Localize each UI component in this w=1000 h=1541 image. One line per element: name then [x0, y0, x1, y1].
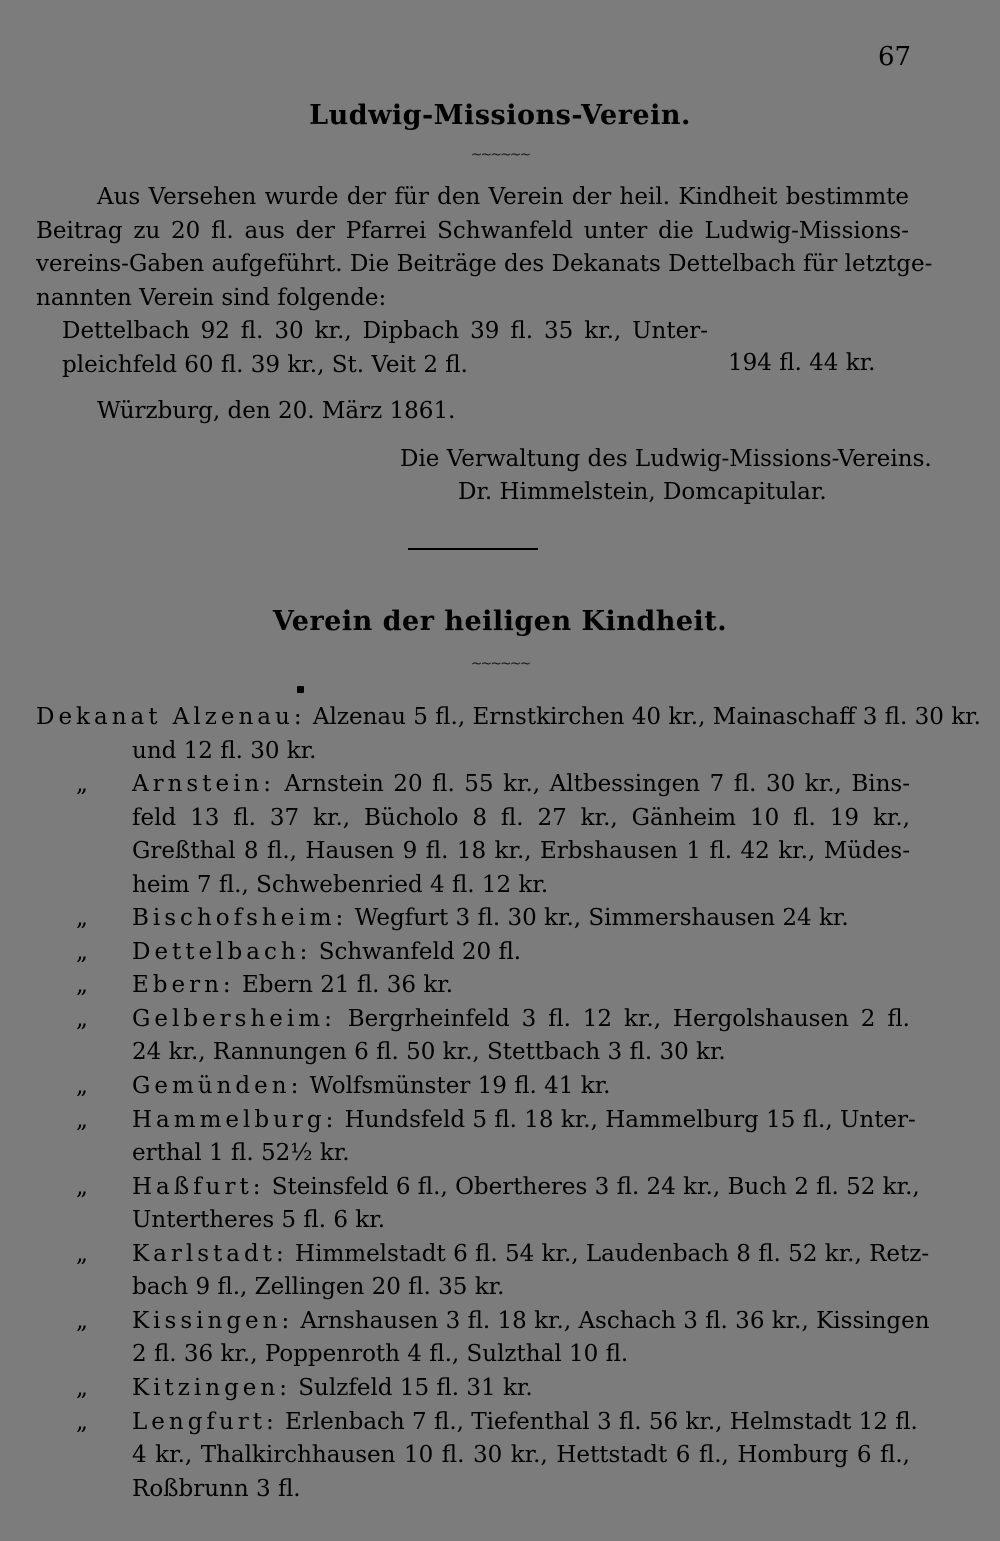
- signature-line: Die Verwaltung des Ludwig-Missions-Vereins.: [400, 446, 932, 472]
- dekanat-name: Kitzingen:: [132, 1375, 291, 1401]
- dekanat-name: Kissingen:: [132, 1308, 294, 1334]
- entry-line: und 12 fl. 30 kr.: [132, 738, 317, 764]
- ditto-mark: „: [76, 1409, 88, 1435]
- entry-first-line: [132, 939, 521, 965]
- dekanat-name: Dekanat Alzenau:: [36, 704, 306, 730]
- entry-text: Schwanfeld 20 fl.: [318, 939, 522, 965]
- entry-first-line: [132, 1241, 930, 1267]
- entry-text: Alzenau 5 fl., Ernstkirchen 40 kr., Mainaschaff 3 fl. 30 kr.: [312, 704, 981, 730]
- paragraph-line: nannten Verein sind folgende:: [36, 285, 387, 311]
- dekanat-name: Karlstadt:: [132, 1241, 288, 1267]
- dekanat-name: Gelbersheim:: [132, 1006, 336, 1032]
- ditto-mark: „: [76, 905, 88, 931]
- paragraph-line: pleichfeld 60 fl. 39 kr., St. Veit 2 fl.: [62, 352, 468, 378]
- ink-dot: [297, 686, 304, 693]
- entry-line: Roßbrunn 3 fl.: [132, 1476, 301, 1502]
- entry-first-line: [132, 771, 910, 797]
- entry-text: Arnstein 20 fl. 55 kr., Altbessingen 7 fl. 30 kr., Bins-: [284, 771, 910, 797]
- entry-first-line: [132, 1308, 930, 1334]
- ditto-mark: „: [76, 1107, 88, 1133]
- ditto-mark: „: [76, 1308, 88, 1334]
- entry-first-line: [132, 1107, 916, 1133]
- entry-line: Untertheres 5 fl. 6 kr.: [132, 1207, 385, 1233]
- entry-text: Wegfurt 3 fl. 30 kr., Simmershausen 24 kr.: [354, 905, 849, 931]
- ditto-mark: „: [76, 972, 88, 998]
- dekanat-name: Ebern:: [132, 972, 235, 998]
- ditto-mark: „: [76, 939, 88, 965]
- signature-name: Dr. Himmelstein, Domcapitular.: [458, 479, 827, 505]
- dekanat-name: Dettelbach:: [132, 939, 312, 965]
- paragraph-line: Beitrag zu 20 fl. aus der Pfarrei Schwanfeld unter die Ludwig-Missions-: [36, 218, 909, 244]
- entry-text: Ebern 21 fl. 36 kr.: [242, 972, 454, 998]
- entry-line: feld 13 fl. 37 kr., Bücholo 8 fl. 27 kr., Gänheim 10 fl. 19 kr.,: [132, 805, 910, 831]
- paragraph-line: Aus Versehen wurde der für den Verein der heil. Kindheit bestimmte: [97, 184, 909, 210]
- paragraph-line: Dettelbach 92 fl. 30 kr., Dipbach 39 fl. 35 kr., Unter-: [62, 318, 708, 344]
- ditto-mark: „: [76, 1241, 88, 1267]
- total-amount: 194 fl. 44 kr.: [728, 350, 876, 376]
- entry-first-line: [132, 1006, 910, 1032]
- section-title-verein-der-heiligen-kindheit: Verein der heiligen Kindheit.: [272, 606, 728, 637]
- title-ornament: ~~~~~~: [470, 147, 530, 163]
- ditto-mark: „: [76, 1006, 88, 1032]
- dekanat-name: Hammelburg:: [132, 1107, 338, 1133]
- entry-text: Arnshausen 3 fl. 18 kr., Aschach 3 fl. 36 kr., Kissingen: [300, 1308, 930, 1334]
- paragraph-line: vereins-Gaben aufgeführt. Die Beiträge des Dekanats Dettelbach für letztge-: [36, 251, 933, 277]
- entry-first-line: [132, 1174, 920, 1200]
- entry-first-line: [132, 972, 453, 998]
- entry-text: Bergrheinfeld 3 fl. 12 kr., Hergolshausen 2 fl.: [347, 1006, 910, 1032]
- title-ornament: ~~~~~~: [470, 656, 530, 672]
- dekanat-name: Arnstein:: [132, 771, 275, 797]
- entry-first-line: [132, 1073, 610, 1099]
- dekanat-name: Gemünden:: [132, 1073, 303, 1099]
- entry-line: 24 kr., Rannungen 6 fl. 50 kr., Stettbach 3 fl. 30 kr.: [132, 1039, 726, 1065]
- ditto-mark: „: [76, 1073, 88, 1099]
- entry-text: Hundsfeld 5 fl. 18 kr., Hammelburg 15 fl., Unter-: [344, 1107, 916, 1133]
- ditto-mark: „: [76, 771, 88, 797]
- entry-line: heim 7 fl., Schwebenried 4 fl. 12 kr.: [132, 872, 549, 898]
- entry-line: erthal 1 fl. 52½ kr.: [132, 1140, 350, 1166]
- dekanat-name: Haßfurt:: [132, 1174, 265, 1200]
- entry-text: Himmelstadt 6 fl. 54 kr., Laudenbach 8 fl. 52 kr., Retz-: [295, 1241, 930, 1267]
- entry-first-line: [132, 905, 849, 931]
- section-title-ludwig-missions-verein: Ludwig-Missions-Verein.: [309, 100, 691, 131]
- entry-first-line: [36, 704, 981, 730]
- section-divider: [408, 548, 538, 550]
- ditto-mark: „: [76, 1174, 88, 1200]
- entry-first-line: [132, 1375, 533, 1401]
- dekanat-name: Lengfurt:: [132, 1409, 278, 1435]
- dekanat-name: Bischofsheim:: [132, 905, 348, 931]
- entry-line: 4 kr., Thalkirchhausen 10 fl. 30 kr., Hettstadt 6 fl., Homburg 6 fl.,: [132, 1442, 910, 1468]
- entry-text: Sulzfeld 15 fl. 31 kr.: [298, 1375, 533, 1401]
- page-number: 67: [878, 42, 912, 72]
- entry-text: Steinsfeld 6 fl., Obertheres 3 fl. 24 kr., Buch 2 fl. 52 kr.,: [271, 1174, 920, 1200]
- entry-text: Erlenbach 7 fl., Tiefenthal 3 fl. 56 kr., Helmstadt 12 fl.: [285, 1409, 918, 1435]
- date-line: Würzburg, den 20. März 1861.: [97, 398, 456, 424]
- entry-line: bach 9 fl., Zellingen 20 fl. 35 kr.: [132, 1274, 505, 1300]
- entry-first-line: [132, 1409, 918, 1435]
- ditto-mark: „: [76, 1375, 88, 1401]
- entry-line: 2 fl. 36 kr., Poppenroth 4 fl., Sulzthal 10 fl.: [132, 1341, 629, 1367]
- entry-line: Greßthal 8 fl., Hausen 9 fl. 18 kr., Erbshausen 1 fl. 42 kr., Müdes-: [132, 838, 910, 864]
- entry-text: Wolfsmünster 19 fl. 41 kr.: [309, 1073, 611, 1099]
